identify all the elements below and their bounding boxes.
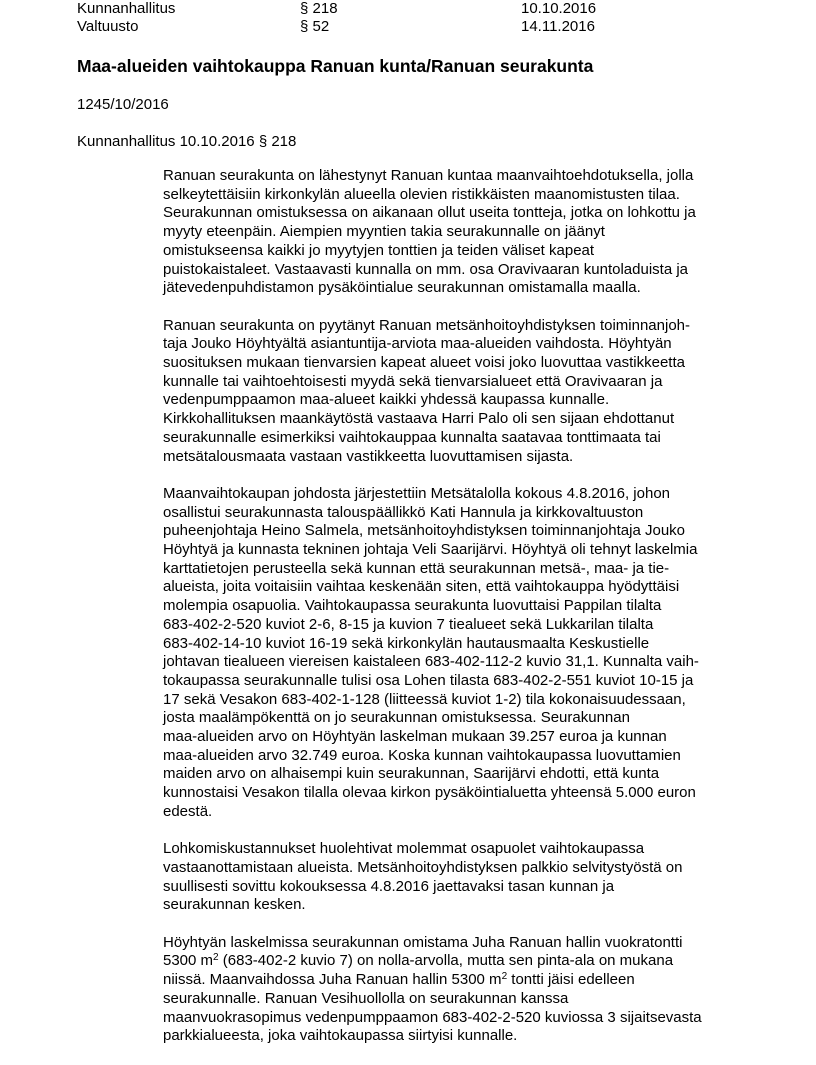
text-line: suullisesti sovittu kokouksessa 4.8.2016 jaettavaksi tasan kunnan ja	[163, 877, 615, 895]
meeting-reference: Kunnanhallitus 10.10.2016 § 218	[77, 133, 297, 150]
text-line: Kirkkohallituksen maankäytöstä vastaava Harri Palo oli sen sijaan ehdottanut	[163, 410, 675, 428]
text-line: karttatietojen perusteella sekä kunnan että seurakunnan metsä-, maa- ja tie-	[163, 559, 670, 577]
text-line: parkkialueesta, joka vaihtokaupassa siirtyisi kunnalle.	[163, 1027, 518, 1045]
text-line: 683-402-2-520 kuviot 2-6, 8-15 ja kuvion 7 tiealueet sekä Lukkarilan tilalta	[163, 615, 654, 633]
text-line: jätevedenpuhdistamon pysäköintialue seurakunnan omistamalla maalla.	[163, 279, 641, 297]
superscript: 2	[213, 952, 219, 964]
text-line: kunnostaisi Vesakon tilalla olevaa kirkon pysäköintialuetta yhteensä 5.000 euron	[163, 784, 696, 802]
text-line: suosituksen mukaan tienvarsien kapeat alueet voisi joko luovuttaa vastikkeetta	[163, 354, 685, 372]
section-number: § 52	[300, 18, 330, 35]
decision-body: Valtuusto	[77, 18, 139, 35]
text-line: seurakunnan kesken.	[163, 896, 306, 914]
text-line: 5300 $m^2$ (683-402-2 kuvio 7) on nolla-arvolla, mutta sen pinta-ala on mukana	[163, 952, 674, 970]
text-line: osallistui seurakunnasta talouspäällikkö Kati Hannula ja kirkkovaltuuston	[163, 503, 644, 521]
text-line: vedenpumppaamon maa-alueet kaikki yhdessä kaupassa kunnalle.	[163, 391, 610, 409]
text-line: Ranuan seurakunta on lähestynyt Ranuan kuntaa maanvaihtoehdotuksella, jolla	[163, 167, 694, 184]
text-line: Höyhtyä ja kunnasta tekninen johtaja Veli Saarijärvi. Höyhtyä oli tehnyt laskelmia	[163, 541, 698, 559]
page-title: Maa-alueiden vaihtokauppa Ranuan kunta/Ranuan seurakunta	[77, 56, 594, 76]
text-line: Seurakunnan omistuksessa on aikanaan ollut useita tontteja, jotka on lohkottu ja	[163, 204, 696, 222]
paragraph-background	[163, 167, 748, 298]
text-line: vastaanottamistaan alueista. Metsänhoitoyhdistyksen palkkio selvitystyöstä on	[163, 858, 683, 876]
text-line: maanvuokrasopimus vedenpumppaamon 683-402-2-520 kuviossa 3 sijaitsevasta	[163, 1008, 702, 1026]
text-line: seurakunnalle esimerkiksi vaihtokauppaa kunnalta saatavaa tonttimaata tai	[163, 428, 661, 446]
header-row-valtuusto	[77, 18, 777, 36]
text-line: 17 sekä Vesakon 683-402-1-128 (liitteessä kuviot 1-2) tila kokonaisuudessaan,	[163, 690, 686, 708]
record-number: 1245/10/2016	[77, 96, 169, 113]
text-line: puheenjohtaja Heino Salmela, metsänhoitoyhdistyksen toiminnanjohtaja Jouko	[163, 522, 685, 540]
text-line: myyty eteenpäin. Aiempien myyntien takia seurakunnalle on jäänyt	[163, 223, 605, 241]
text-line: johtavan tiealueen viereisen kaistaleen 683-402-112-2 kuvio 31,1. Kunnalta vaih-	[163, 653, 699, 671]
paragraph-expert-assessment	[163, 317, 748, 467]
text-line: maa-alueiden arvo on Höyhtyän laskelman mukaan 39.257 euroa ja kunnan	[163, 728, 667, 746]
decision-body: Kunnanhallitus	[77, 0, 176, 17]
meeting-date: 10.10.2016	[521, 0, 597, 17]
text-line: Maanvaihtokaupan johdosta järjestettiin Metsätalolla kokous 4.8.2016, johon	[163, 484, 670, 502]
section-number: § 218	[300, 0, 338, 17]
text-line: taja Jouko Höyhtyältä asiantuntija-arviota maa-alueiden vaihdosta. Höyhtyän	[163, 335, 672, 353]
paragraph-meeting-details	[163, 485, 748, 822]
text-line: maiden arvo on alhaisempi kuin seurakunnan, Saarijärvi ehdotti, että kunta	[163, 765, 660, 783]
meeting-date: 14.11.2016	[521, 18, 595, 35]
text-line: puistokaistaleet. Vastaavasti kunnalla on mm. osa Oravivaaran kuntoladuista ja	[163, 260, 689, 278]
text-line: Ranuan seurakunta on pyytänyt Ranuan metsänhoitoyhdistyksen toiminnanjoh-	[163, 316, 690, 334]
text-line: molempia osapuolia. Vaihtokaupassa seurakunta luovuttaisi Pappilan tilalta	[163, 597, 662, 615]
header-row-kunnanhallitus	[77, 0, 777, 18]
paragraph-costs	[163, 840, 748, 915]
text-line: edestä.	[163, 802, 213, 820]
text-line: niissä. Maanvaihdossa Juha Ranuan hallin 5300 $m^2$ tontti jäisi edelleen	[163, 971, 635, 989]
text-line: selkeytettäisiin kirkonkylän alueella olevien ristikkäisten maanomistusten tilaa.	[163, 185, 680, 203]
text-line: josta maalämpökenttä on jo seurakunnan omistuksessa. Seurakunnan	[163, 709, 630, 727]
text-line: metsätalousmaata vastaan vastikkeetta luovuttamisen sijasta.	[163, 447, 574, 465]
text-line: 683-402-14-10 kuviot 16-19 sekä kirkonkylän hautausmaalta Keskustielle	[163, 634, 650, 652]
text-line: maa-alueiden arvo 32.749 euroa. Koska kunnan vaihtokaupassa luovuttamien	[163, 746, 681, 764]
text-line: alueista, joita voitaisiin vaihtaa keskenään siten, että vaihtokauppa hyödyttäisi	[163, 578, 680, 596]
text-line: kunnalle tai vaihtoehtoisesti myydä sekä tienvarsialueet että Oravivaaran ja	[163, 372, 663, 390]
document-body	[163, 167, 748, 1065]
text-line: tokaupassa seurakunnalle tulisi osa Lohen tilasta 683-402-2-551 kuviot 10-15 ja	[163, 671, 694, 689]
paragraph-hall-lease	[163, 934, 748, 1046]
text-line: Lohkomiskustannukset huolehtivat molemmat osapuolet vaihtokaupassa	[163, 840, 645, 858]
superscript: 2	[501, 971, 508, 983]
text-line: Höyhtyän laskelmissa seurakunnan omistama Juha Ranuan hallin vuokratontti	[163, 933, 683, 951]
text-line: omistukseensa kaikki jo myytyjen tonttien ja teiden väliset kapeat	[163, 241, 595, 259]
text-line: seurakunnalle. Ranuan Vesihuollolla on seurakunnan kanssa	[163, 989, 569, 1007]
